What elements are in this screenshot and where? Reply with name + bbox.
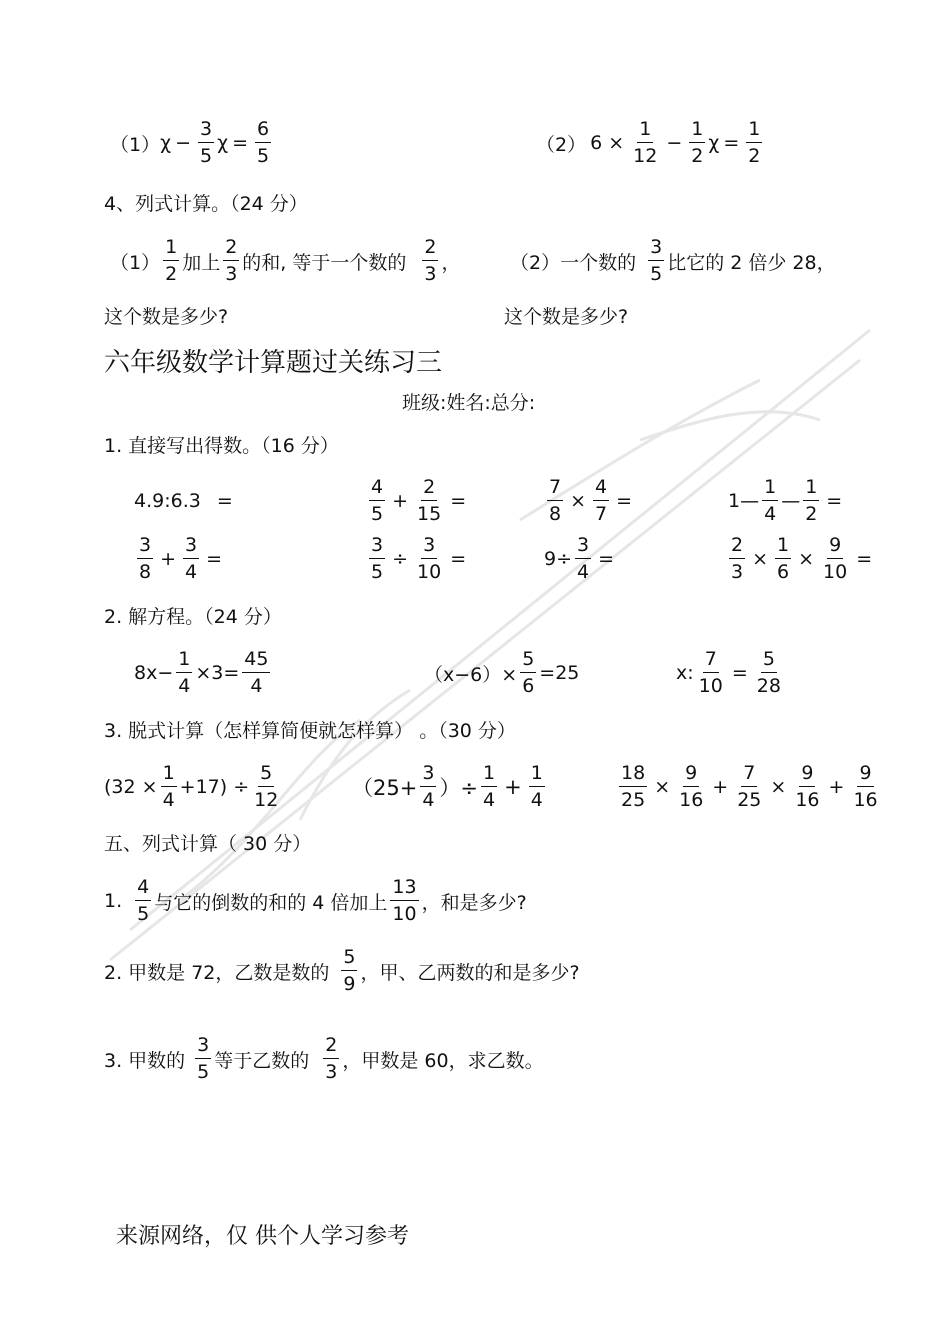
s5-heading: 五、列式计算（ 30 分） [104, 833, 312, 855]
s1-item-a: 4.9:6.3 = [134, 490, 233, 512]
fraction: $\frac{6}{5}$ [257, 118, 270, 167]
fraction: $\frac{1}{4}$ [162, 762, 175, 811]
fraction: $\frac{1}{2}$ [691, 118, 704, 167]
top-equation-2: （2） 6 × $\frac{1}{12}$ − $\frac{1}{2}$ χ = $\frac{1}{2}$ [536, 118, 761, 167]
s1-item-c: $\frac{7}{8}$ × $\frac{4}{7}$ = [549, 476, 633, 525]
s5-problem-3: 3. 甲数的 $\frac{3}{5}$ 等于乙数的 $\frac{2}{3}$ ，甲数是 60，求乙数。 [104, 1034, 544, 1083]
s1-item-h: $\frac{2}{3}$ × $\frac{1}{6}$ × $\frac{9}{10}$ = [731, 534, 873, 583]
top-equation-1: （1） χ − $\frac{3}{5}$ χ = $\frac{6}{5}$ [110, 118, 270, 167]
fraction: $\frac{2}{3}$ [424, 236, 437, 285]
label: （1） [110, 133, 161, 156]
fraction: $\frac{3}{5}$ [371, 534, 384, 583]
s1-item-g: 9÷ $\frac{3}{4}$ = [544, 534, 615, 583]
fraction: $\frac{1}{12}$ [633, 118, 658, 167]
s3-expr-a: (32 × $\frac{1}{4}$ +17) ÷ $\frac{5}{12}$ [104, 762, 279, 811]
fraction: $\frac{1}{2}$ [165, 236, 178, 285]
s5-problem-2: 2. 甲数是 72，乙数是数的 $\frac{5}{9}$ ，甲、乙两数的和是多少? [104, 946, 580, 995]
fraction: $\frac{1}{4}$ [530, 762, 543, 811]
fraction: $\frac{7}{25}$ [737, 762, 762, 811]
fraction: $\frac{2}{3}$ [731, 534, 744, 583]
s1-item-f: $\frac{3}{5}$ ÷ $\frac{3}{10}$ = [371, 534, 467, 583]
footer-note: 来源网络，仅 供个人学习参考 [116, 1224, 409, 1249]
s3-heading: 3. 脱式计算（怎样算简便就怎样算） 。（30 分） [104, 720, 516, 742]
q4-problem-1: （1） $\frac{1}{2}$ 加上 $\frac{2}{3}$ 的和, 等于一个数的 $\frac{2}{3}$ ， [110, 236, 461, 285]
q4-problem-1-question: 这个数是多少? [104, 306, 229, 328]
q4-problem-2: （2） 一个数的 $\frac{3}{5}$ 比它的 2 倍少 28， [510, 236, 836, 285]
fraction: $\frac{13}{10}$ [392, 876, 417, 925]
fraction: $\frac{1}{4}$ [178, 648, 191, 697]
fraction: $\frac{9}{16}$ [795, 762, 820, 811]
s3-expr-b: （25+ $\frac{3}{4}$ ）÷ $\frac{1}{4}$ + $\frac{1}{4}$ [352, 762, 543, 811]
fraction: $\frac{5}{6}$ [522, 648, 535, 697]
fraction: $\frac{45}{4}$ [244, 648, 269, 697]
fraction: $\frac{3}{5}$ [650, 236, 663, 285]
fraction: $\frac{4}{5}$ [137, 876, 150, 925]
fraction: $\frac{7}{10}$ [698, 648, 723, 697]
fraction: $\frac{9}{16}$ [853, 762, 878, 811]
fraction: $\frac{9}{16}$ [679, 762, 704, 811]
fraction: $\frac{5}{12}$ [254, 762, 279, 811]
s1-heading: 1. 直接写出得数。（16 分） [104, 435, 339, 457]
fraction: $\frac{1}{2}$ [748, 118, 761, 167]
fraction: $\frac{1}{4}$ [764, 476, 777, 525]
fraction: $\frac{3}{4}$ [185, 534, 198, 583]
fraction: $\frac{5}{28}$ [756, 648, 781, 697]
fraction: $\frac{3}{4}$ [577, 534, 590, 583]
s2-heading: 2. 解方程。（24 分） [104, 606, 282, 628]
s2-equation-a: 8x− $\frac{1}{4}$ ×3= $\frac{45}{4}$ [134, 648, 269, 697]
s5-problem-1: 1. $\frac{4}{5}$ 与它的倒数的和的 4 倍加上 $\frac{13}{10}$ ，和是多少? [104, 876, 527, 925]
s1-item-d: 1— $\frac{1}{4}$ — $\frac{1}{2}$ = [728, 476, 843, 525]
s2-equation-b: （x−6）× $\frac{5}{6}$ =25 [424, 648, 580, 697]
s1-item-b: $\frac{4}{5}$ + $\frac{2}{15}$ = [371, 476, 467, 525]
fraction: $\frac{1}{4}$ [483, 762, 496, 811]
q4-heading: 4、列式计算。（24 分） [104, 193, 308, 215]
fraction: $\frac{9}{10}$ [823, 534, 848, 583]
fraction: $\frac{3}{5}$ [200, 118, 213, 167]
fraction: $\frac{1}{6}$ [777, 534, 790, 583]
fraction: $\frac{3}{8}$ [139, 534, 152, 583]
page-title: 六年级数学计算题过关练习三 [104, 348, 443, 378]
fraction: $\frac{3}{10}$ [417, 534, 442, 583]
fraction: $\frac{2}{15}$ [417, 476, 442, 525]
s3-expr-c: $\frac{18}{25}$ × $\frac{9}{16}$ + $\frac{7}{25}$ × $\frac{9}{16}$ + $\frac{9}{16}$ [621, 762, 878, 811]
fraction: $\frac{1}{2}$ [805, 476, 818, 525]
fraction: $\frac{3}{4}$ [422, 762, 435, 811]
q4-problem-2-question: 这个数是多少? [504, 306, 629, 328]
fraction: $\frac{4}{7}$ [595, 476, 608, 525]
fraction: $\frac{5}{9}$ [343, 946, 356, 995]
fraction: $\frac{18}{25}$ [621, 762, 646, 811]
fraction: $\frac{2}{3}$ [225, 236, 238, 285]
s1-item-e: $\frac{3}{8}$ + $\frac{3}{4}$ = [139, 534, 223, 583]
subtitle: 班级:姓名:总分: [402, 392, 536, 414]
fraction: $\frac{4}{5}$ [371, 476, 384, 525]
fraction: $\frac{2}{3}$ [325, 1034, 338, 1083]
s2-equation-c: x: $\frac{7}{10}$ = $\frac{5}{28}$ [676, 648, 781, 697]
fraction: $\frac{7}{8}$ [549, 476, 562, 525]
fraction: $\frac{3}{5}$ [197, 1034, 210, 1083]
